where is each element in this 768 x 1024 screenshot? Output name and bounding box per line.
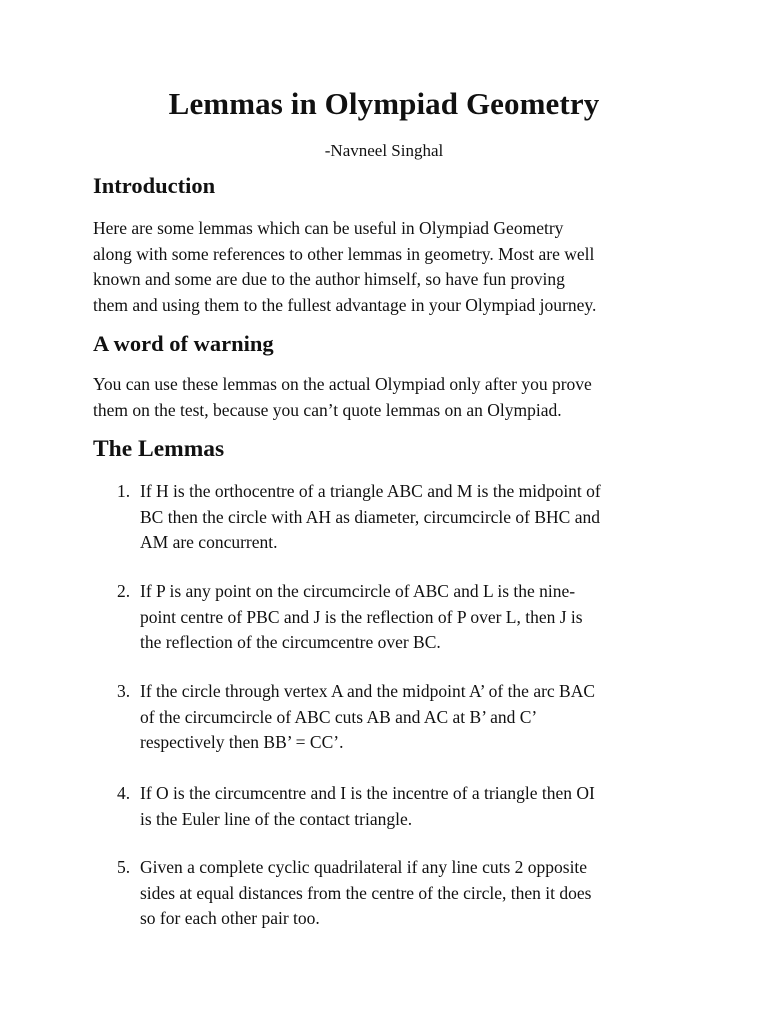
warning-paragraph	[93, 372, 683, 423]
lemma-text	[140, 479, 687, 556]
lemma-line: If the circle through vertex A and the midpoint A’ of the arc BAC	[140, 681, 596, 701]
introduction-heading: Introduction	[93, 173, 216, 198]
lemma-line: sides at equal distances from the centre of the circle, then it does	[140, 882, 592, 903]
lemma-number: 5.	[117, 857, 131, 877]
lemma-line: respectively then BB’ = CC’.	[140, 732, 344, 752]
paragraph-line: them and using them to the fullest advantage in your Olympiad journey.	[93, 294, 597, 315]
lemma-text	[140, 781, 687, 832]
lemma-text	[140, 855, 687, 932]
lemmas-heading: The Lemmas	[93, 436, 225, 462]
page-title: Lemmas in Olympiad Geometry	[168, 86, 600, 121]
lemma-line: If O is the circumcentre and I is the incentre of a triangle then OI	[140, 783, 595, 803]
lemma-item-1	[117, 479, 687, 556]
introduction-paragraph	[93, 216, 683, 318]
lemma-item-2	[117, 579, 687, 656]
lemma-text	[140, 679, 687, 756]
paragraph-line: You can use these lemmas on the actual Olympiad only after you prove	[93, 374, 592, 394]
lemma-line: the reflection of the circumcentre over BC.	[140, 632, 441, 652]
lemma-line: If H is the orthocentre of a triangle ABC and M is the midpoint of	[140, 481, 601, 501]
lemma-number: 2.	[117, 581, 131, 601]
lemma-number: 3.	[117, 681, 131, 701]
lemma-number: 4.	[117, 783, 131, 803]
lemma-line: so for each other pair too.	[140, 908, 320, 928]
lemma-item-3	[117, 679, 687, 756]
lemma-line: BC then the circle with AH as diameter, circumcircle of BHC and	[140, 506, 600, 527]
paragraph-line: known and some are due to the author himself, so have fun proving	[93, 269, 565, 289]
lemma-line: If P is any point on the circumcircle of ABC and L is the nine-	[140, 581, 576, 601]
paragraph-line: along with some references to other lemmas in geometry. Most are well	[93, 243, 595, 264]
lemma-item-4	[117, 781, 687, 832]
warning-heading: A word of warning	[93, 331, 274, 356]
lemma-line: is the Euler line of the contact triangle.	[140, 808, 413, 829]
lemma-line: of the circumcircle of ABC cuts AB and AC at B’ and C’	[140, 706, 538, 727]
lemma-number: 1.	[117, 481, 131, 501]
paragraph-line: Here are some lemmas which can be useful in Olympiad Geometry	[93, 218, 564, 238]
lemma-line: AM are concurrent.	[140, 532, 278, 552]
author-line: -Navneel Singhal	[324, 141, 444, 160]
paragraph-line: them on the test, because you can’t quote lemmas on an Olympiad.	[93, 399, 562, 420]
lemma-item-5	[117, 855, 687, 932]
lemma-text	[140, 579, 687, 656]
lemma-line: Given a complete cyclic quadrilateral if any line cuts 2 opposite	[140, 857, 588, 877]
lemma-line: point centre of PBC and J is the reflection of P over L, then J is	[140, 606, 583, 627]
